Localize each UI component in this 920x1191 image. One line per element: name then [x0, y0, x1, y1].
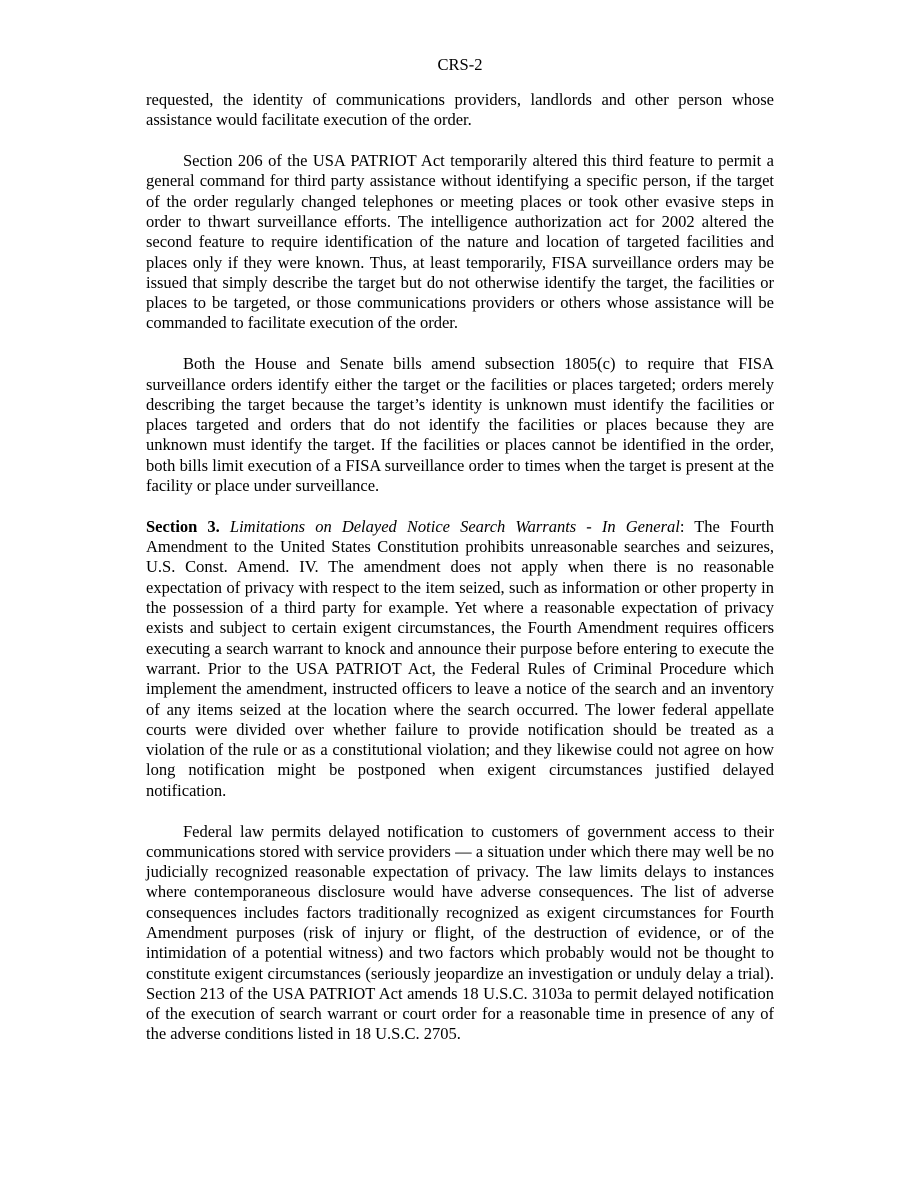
- section-3-body: : The Fourth Amendment to the United States Constitution prohibits unreasonable searches and seizures, U.S. Const. Amend. IV. The amendment does not apply when there is no reasonable expectation of privacy with respect to the item seized, such as information or other property in the possession of a third party for example. Yet where a reasonable expectation of privacy exists and subject to certain exigent circumstances, the Fourth Amendment requires officers executing a search warrant to knock and announce their purpose before entering to execute the warrant. Prior to the USA PATRIOT Act, the Federal Rules of Criminal Procedure which implement the amendment, instructed officers to leave a notice of the search and an inventory of any items seized at the location where the search occurred. The lower federal appellate courts were divided over whether failure to provide notification should be treated as a violation of the rule or as a constitutional violation; and they likewise could not agree on how long notification might be postponed when exigent circumstances justified delayed notification.: [146, 516, 774, 800]
- paragraph-section-3: [146, 517, 774, 801]
- section-label: Section 3.: [146, 516, 220, 536]
- section-title: Limitations on Delayed Notice Search Warrants - In General: [229, 516, 680, 536]
- paragraph-delayed-notification: Federal law permits delayed notification to customers of government access to their communications stored with service providers — a situation under which there may well be no judicially recognized reasonable expectation of privacy. The law limits delays to instances where contemporaneous disclosure would have adverse consequences. The list of adverse consequences includes factors traditionally recognized as exigent circumstances for Fourth Amendment purposes (risk of injury or flight, of the destruction of evidence, or of the intimidation of a potential witness) and two factors which probably would not be thought to constitute exigent circumstances (seriously jeopardize an investigation or unduly delay a trial). Section 213 of the USA PATRIOT Act amends 18 U.S.C. 3103a to permit delayed notification of the execution of search warrant or court order for a reasonable time in presence of any of the adverse conditions listed in 18 U.S.C. 2705.: [146, 821, 774, 1044]
- paragraph-continuation: requested, the identity of communications providers, landlords and other person whose assistance would facilitate execution of the order.: [146, 90, 774, 130]
- document-page: [146, 55, 774, 1065]
- paragraph-section-206: Section 206 of the USA PATRIOT Act temporarily altered this third feature to permit a general command for third party assistance without identifying a specific person, if the target of the order regularly changed telephones or meeting places or took other evasive steps in order to thwart surveillance efforts. The intelligence authorization act for 2002 altered the second feature to require identification of the nature and location of targeted facilities and places only if they were known. Thus, at least temporarily, FISA surveillance orders may be issued that simply describe the target but do not otherwise identify the target, the facilities or places to be targeted, or those communications providers or others whose assistance will be commanded to facilitate execution of the order.: [146, 151, 774, 333]
- paragraph-house-senate-bills: Both the House and Senate bills amend subsection 1805(c) to require that FISA surveillance orders identify either the target or the facilities or places targeted; orders merely describing the target because the target’s identity is unknown must identify the facilities or places targeted and orders that do not identify the facilities or places because they are unknown must identify the target. If the facilities or places cannot be identified in the order, both bills limit execution of a FISA surveillance order to times when the target is present at the facility or place under surveillance.: [146, 354, 774, 496]
- page-number: CRS-2: [437, 55, 483, 74]
